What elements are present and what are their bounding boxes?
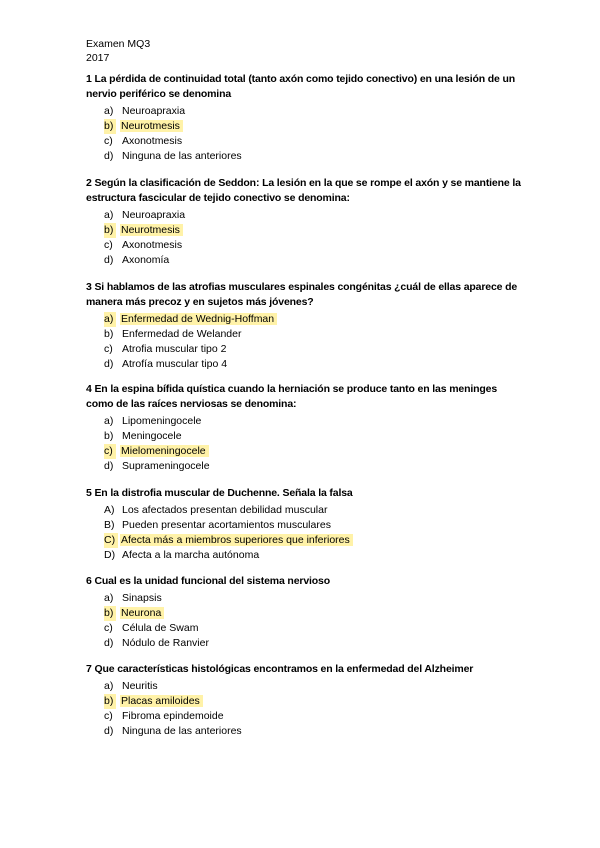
option-label: c) [104, 239, 113, 251]
option-b-highlighted [86, 694, 526, 709]
option-label: d) [104, 460, 114, 472]
option-text: Neuritis [122, 680, 158, 692]
document-header [86, 38, 150, 65]
option-label: b) [104, 606, 116, 621]
option-label: a) [104, 680, 114, 692]
option-d [86, 724, 526, 739]
option-a-highlighted [86, 312, 526, 327]
question-text: 6 Cual es la unidad funcional del sistema nervioso [86, 575, 330, 587]
question-5 [86, 486, 526, 563]
option-a [86, 414, 526, 429]
option-text: Afecta a la marcha autónoma [122, 549, 260, 561]
option-d [86, 548, 526, 563]
option-b [86, 327, 526, 342]
question-text: 7 Que características histológicas encontramos en la enfermedad del Alzheimer [86, 663, 474, 675]
option-text: Enfermedad de Wednig-Hoffman [120, 313, 277, 325]
option-b-highlighted [86, 119, 526, 134]
option-d [86, 459, 526, 474]
option-c [86, 621, 526, 636]
exam-title: Examen MQ3 [86, 38, 151, 50]
option-label: c) [104, 710, 113, 722]
question-text: 3 Si hablamos de las atrofias musculares espinales congénitas ¿cuál de ellas aparece de manera más precoz y en sujetos más jóvenes? [86, 281, 518, 308]
option-text: Axonomía [122, 254, 170, 266]
option-label: B) [104, 519, 115, 531]
option-a [86, 208, 526, 223]
option-text: Axonotmesis [122, 239, 183, 251]
option-a [86, 679, 526, 694]
option-label: d) [104, 150, 114, 162]
option-label: b) [104, 328, 114, 340]
option-label: d) [104, 725, 114, 737]
option-b [86, 518, 526, 533]
option-list [86, 591, 526, 651]
option-text: Afecta más a miembros superiores que inferiores [120, 534, 353, 546]
option-label: D) [104, 549, 116, 561]
option-label: a) [104, 415, 114, 427]
option-label: b) [104, 223, 116, 238]
option-text: Meningocele [122, 430, 182, 442]
option-text: Neuroapraxia [122, 209, 186, 221]
option-label: b) [104, 430, 114, 442]
option-a [86, 503, 526, 518]
option-label: b) [104, 119, 116, 134]
option-a [86, 591, 526, 606]
option-label: d) [104, 358, 114, 370]
question-6 [86, 574, 526, 651]
option-text: Atrofía muscular tipo 4 [122, 358, 228, 370]
option-text: Axonotmesis [122, 135, 183, 147]
option-list [86, 503, 526, 563]
option-d [86, 149, 526, 164]
option-label: a) [104, 312, 116, 327]
option-d [86, 357, 526, 372]
option-text: Suprameningocele [122, 460, 210, 472]
option-label: c) [104, 135, 113, 147]
option-text: Neurona [120, 607, 164, 619]
question-4 [86, 382, 526, 474]
option-label: b) [104, 694, 116, 709]
option-label: c) [104, 444, 116, 459]
option-text: Lipomeningocele [122, 415, 202, 427]
option-c [86, 238, 526, 253]
option-c [86, 342, 526, 357]
option-label: a) [104, 105, 114, 117]
option-text: Placas amiloides [120, 695, 203, 707]
option-label: d) [104, 254, 114, 266]
option-text: Nódulo de Ranvier [122, 637, 209, 649]
option-text: Neurotmesis [120, 120, 183, 132]
option-text: Pueden presentar acortamientos musculares [122, 519, 331, 531]
option-c-highlighted [86, 533, 526, 548]
option-text: Mielomeningocele [120, 445, 209, 457]
option-c-highlighted [86, 444, 526, 459]
option-text: Célula de Swam [122, 622, 199, 634]
option-label: a) [104, 592, 114, 604]
option-list [86, 679, 526, 739]
option-label: d) [104, 637, 114, 649]
option-list [86, 104, 526, 164]
question-text: 5 En la distrofia muscular de Duchenne. Señala la falsa [86, 487, 353, 499]
option-label: a) [104, 209, 114, 221]
option-label: A) [104, 504, 115, 516]
question-3 [86, 280, 526, 372]
option-c [86, 134, 526, 149]
option-a [86, 104, 526, 119]
option-label: c) [104, 343, 113, 355]
option-list [86, 414, 526, 474]
option-text: Ninguna de las anteriores [122, 150, 242, 162]
option-d [86, 636, 526, 651]
option-b-highlighted [86, 223, 526, 238]
option-b-highlighted [86, 606, 526, 621]
option-label: C) [104, 533, 118, 548]
option-text: Los afectados presentan debilidad muscular [122, 504, 328, 516]
option-text: Ninguna de las anteriores [122, 725, 242, 737]
option-list [86, 208, 526, 268]
option-list [86, 312, 526, 372]
option-text: Atrofia muscular tipo 2 [122, 343, 227, 355]
option-d [86, 253, 526, 268]
question-2 [86, 176, 526, 268]
option-c [86, 709, 526, 724]
option-text: Enfermedad de Welander [122, 328, 242, 340]
question-1 [86, 72, 526, 164]
exam-year: 2017 [86, 51, 110, 64]
question-text: 1 La pérdida de continuidad total (tanto axón como tejido conectivo) en una lesión de un nervio periférico se denomina [86, 73, 516, 100]
option-text: Sinapsis [122, 592, 162, 604]
question-7 [86, 662, 526, 739]
question-text: 4 En la espina bífida quística cuando la herniación se produce tanto en las meninges como de las raíces nerviosas se denomina: [86, 383, 498, 410]
option-text: Neuroapraxia [122, 105, 186, 117]
option-b [86, 429, 526, 444]
question-text: 2 Según la clasificación de Seddon: La lesión en la que se rompe el axón y se mantiene la estructura fascicular de tejido conectivo se denomina: [86, 177, 521, 204]
option-text: Fibroma epindemoide [122, 710, 224, 722]
option-label: c) [104, 622, 113, 634]
option-text: Neurotmesis [120, 224, 183, 236]
